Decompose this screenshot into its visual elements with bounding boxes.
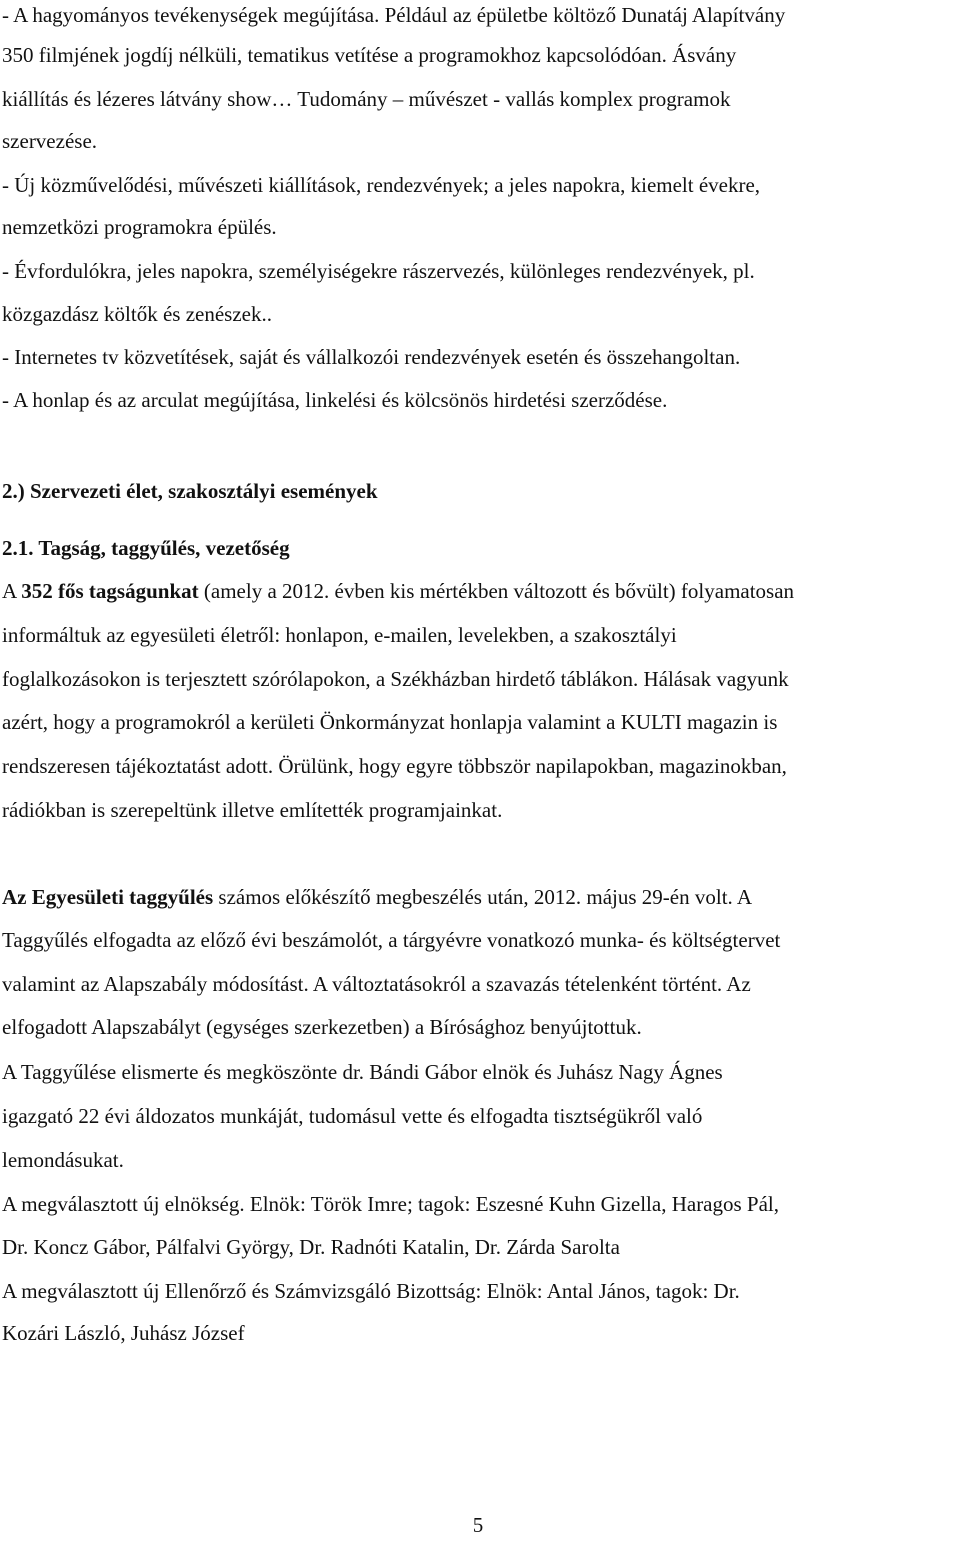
text-line: A Taggyűlése elismerte és megköszönte dr. Bándi Gábor elnök és Juhász Nagy Ágnes (2, 1060, 723, 1084)
text-line: 350 filmjének jogdíj nélküli, tematikus vetítése a programokhoz kapcsolódóan. Ásvány (2, 43, 737, 67)
text-line: lemondásukat. (2, 1148, 124, 1172)
text-line: - Évfordulókra, jeles napokra, személyiségekre rászervezés, különleges rendezvények, pl. (2, 259, 755, 283)
text-line: szervezése. (2, 129, 98, 153)
text-line: Az Egyesületi taggyűlés számos előkészítő megbeszélés után, 2012. május 29-én volt. A (2, 885, 753, 909)
text-line: nemzetközi programokra épülés. (2, 215, 277, 239)
bold-text: 352 fős tagságunkat (21, 579, 199, 603)
text-line: kiállítás és lézeres látvány show… Tudomány – művészet - vallás komplex programok (2, 87, 731, 111)
text-line: azért, hogy a programokról a kerületi Önkormányzat honlapja valamint a KULTI magazin is (2, 710, 778, 734)
text-line: A megválasztott új Ellenőrző és Számvizsgáló Bizottság: Elnök: Antal János, tagok: Dr. (2, 1279, 740, 1303)
bold-text: Az Egyesületi taggyűlés (2, 885, 214, 909)
text-line: - A hagyományos tevékenységek megújítása. Például az épületbe költöző Dunatáj Alapítvány (2, 3, 786, 27)
text-line: informáltuk az egyesületi életről: honlapon, e-mailen, levelekben, a szakosztályi (2, 623, 677, 647)
section-heading: 2.) Szervezeti élet, szakosztályi események (2, 479, 378, 503)
text-line: - Internetes tv közvetítések, saját és vállalkozói rendezvények esetén és összehangoltan. (2, 345, 741, 369)
text-line: igazgató 22 évi áldozatos munkáját, tudomásul vette és elfogadta tisztségükről való (2, 1104, 703, 1128)
text-line: Kozári László, Juhász József (2, 1321, 245, 1345)
text-line: Dr. Koncz Gábor, Pálfalvi György, Dr. Radnóti Katalin, Dr. Zárda Sarolta (2, 1235, 620, 1259)
text-line: rendszeresen tájékoztatást adott. Örülünk, hogy egyre többször napilapokban, magazinokban, (2, 754, 787, 778)
text-line: - A honlap és az arculat megújítása, linkelési és kölcsönös hirdetési szerződése. (2, 388, 668, 412)
subsection-heading: 2.1. Tagság, taggyűlés, vezetőség (2, 536, 290, 560)
text-line: rádiókban is szerepeltünk illetve említették programjainkat. (2, 798, 503, 822)
text-line: közgazdász költők és zenészek.. (2, 302, 272, 326)
text-line: - Új közművelődési, művészeti kiállítások, rendezvények; a jeles napokra, kiemelt évekre, (2, 173, 761, 197)
text-line: A 352 fős tagságunkat (amely a 2012. évben kis mértékben változott és bővült) folyamatosan (2, 579, 795, 603)
page-number: 5 (472, 1513, 484, 1537)
text-line: elfogadott Alapszabályt (egységes szerkezetben) a Bírósághoz benyújtottuk. (2, 1015, 642, 1039)
text-line: Taggyűlés elfogadta az előző évi beszámolót, a tárgyévre vonatkozó munka- és költségtervet (2, 928, 781, 952)
text-line: A megválasztott új elnökség. Elnök: Török Imre; tagok: Eszesné Kuhn Gizella, Haragos Pál, (2, 1192, 780, 1216)
text-line: valamint az Alapszabály módosítást. A változtatásokról a szavazás tételenként történt. Az (2, 972, 751, 996)
text-line: foglalkozásokon is terjesztett szórólapokon, a Székházban hirdető táblákon. Hálásak vagyunk (2, 667, 789, 691)
